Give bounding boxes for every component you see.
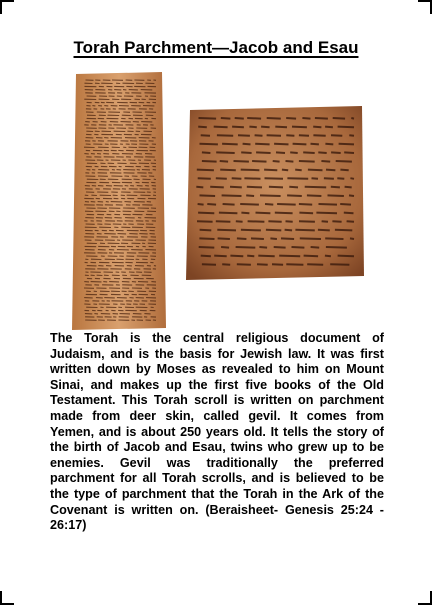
script-stroke [339,144,354,145]
script-stroke [260,195,281,196]
script-stroke [241,170,260,171]
script-stroke [222,195,242,196]
script-stroke [257,264,268,265]
script-stroke [243,144,251,145]
script-stroke [210,187,224,188]
script-stroke [201,135,210,136]
script-stroke [223,204,235,205]
script-stroke [292,127,307,128]
script-stroke [286,221,293,222]
script-stroke [307,195,322,196]
script-stroke [302,118,310,119]
script-stroke [333,118,345,119]
script-stroke [349,195,354,196]
script-stroke [241,213,249,214]
script-stroke [340,170,348,171]
script-stroke [264,170,277,171]
script-stroke [350,238,354,239]
script-stroke [221,247,229,248]
script-stroke [331,135,342,136]
script-stroke [238,135,250,136]
script-stroke [199,238,214,239]
script-stroke [255,135,263,136]
script-stroke [274,144,288,145]
script-stroke [319,204,338,205]
script-stroke [299,135,309,136]
script-stroke [217,230,236,231]
script-stroke [252,161,266,162]
script-stroke [275,213,293,214]
script-stroke [230,256,243,257]
script-stroke [256,152,271,153]
script-stroke [259,247,267,248]
script-stroke [286,118,296,119]
script-stroke [332,221,341,222]
script-stroke [287,195,302,196]
script-stroke [295,170,302,171]
script-stroke [248,221,265,222]
script-stroke [214,127,228,128]
script-stroke [282,170,288,171]
script-stroke [240,204,259,205]
script-stroke [321,161,330,162]
script-stroke [241,152,251,153]
script-stroke [299,204,312,205]
crop-mark-top-left [0,0,2,14]
script-stroke [273,161,280,162]
script-stroke [198,178,211,179]
script-stroke [258,256,274,257]
script-stroke [277,204,296,205]
script-stroke [331,187,340,188]
script-stroke [241,230,261,231]
script-stroke [289,187,298,188]
script-stroke [235,118,244,119]
script-stroke [325,256,331,257]
script-stroke [207,204,216,205]
script-stroke [328,195,344,196]
page-title [0,38,432,58]
script-stroke [318,230,330,231]
script-stroke [199,247,215,248]
script-stroke [318,152,326,153]
script-stroke [338,127,354,128]
script-stroke [345,187,352,188]
script-stroke [347,221,354,222]
script-stroke [335,230,352,231]
script-stroke [247,256,254,257]
script-stroke [222,144,238,145]
script-stroke [272,264,283,265]
script-stroke [313,127,321,128]
script-stroke [230,187,242,188]
script-stroke [312,178,319,179]
script-stroke [246,195,254,196]
script-stroke [344,152,354,153]
script-stroke [216,221,231,222]
script-stroke [198,127,207,128]
script-stroke [325,238,343,239]
wide-scroll-photo [186,106,364,280]
script-stroke [322,221,328,222]
script-stroke [249,127,256,128]
script-stroke [311,144,319,145]
script-stroke [236,247,256,248]
script-stroke [299,221,315,222]
script-stroke [265,178,284,179]
script-stroke [293,144,307,145]
script-stroke [237,238,247,239]
script-stroke [256,213,271,214]
script-stroke [266,230,281,231]
script-stroke [268,221,281,222]
script-stroke [198,213,214,214]
script-stroke [344,213,354,214]
script-stroke [221,118,231,119]
script-stroke [275,127,287,128]
script-stroke [267,118,281,119]
script-stroke [222,264,230,265]
script-stroke [269,187,283,188]
script-stroke [351,118,354,119]
script-stroke [251,238,264,239]
script-stroke [313,135,325,136]
script-stroke [286,135,294,136]
script-stroke [247,187,262,188]
script-stroke [316,213,337,214]
script-stroke [196,187,203,188]
script-stroke [214,256,227,257]
tall-scroll-photo [70,72,168,330]
script-stroke [326,170,335,171]
script-stroke [311,247,320,248]
script-stroke [307,264,323,265]
script-stroke [304,256,319,257]
script-stroke [197,170,214,171]
script-stroke [295,230,314,231]
script-stroke [198,204,204,205]
script-stroke [217,135,233,136]
script-stroke [300,238,321,239]
script-stroke [267,135,281,136]
script-stroke [325,144,333,145]
script-stroke [330,264,349,265]
script-stroke [279,256,300,257]
script-stroke [303,152,315,153]
script-stroke [285,230,293,231]
script-stroke [337,178,344,179]
script-stroke [202,161,217,162]
script-stroke [299,161,315,162]
script-stroke [276,152,285,153]
script-stroke [244,178,260,179]
script-stroke [197,221,213,222]
script-stroke [308,170,323,171]
script-stroke [299,213,313,214]
script-stroke [220,170,236,171]
script-stroke [287,178,308,179]
script-stroke [202,264,216,265]
page-title-text: Torah Parchment—Jacob and Esau [73,38,359,57]
script-stroke [338,256,354,257]
script-stroke [199,118,217,119]
crop-mark-top-left [0,0,14,2]
script-stroke [305,187,327,188]
script-stroke [281,238,294,239]
script-stroke [216,178,227,179]
script-stroke [326,247,347,248]
script-stroke [202,152,211,153]
script-stroke [219,213,238,214]
script-stroke [261,127,270,128]
script-stroke [286,264,303,265]
script-stroke [255,144,269,145]
script-stroke [331,152,341,153]
script-stroke [237,264,251,265]
script-stroke [220,161,228,162]
script-stroke [265,204,273,205]
script-stroke [325,127,333,128]
script-stroke [290,152,298,153]
script-stroke [216,152,235,153]
script-stroke [350,178,354,179]
script-stroke [292,247,305,248]
script-stroke [201,256,211,257]
script-stroke [200,144,218,145]
crop-mark-bottom-left [0,591,2,605]
script-stroke [340,204,351,205]
description-paragraph: The Torah is the central religious document of Judaism, and is the basis for Jewish law. It was first written down by Moses as revealed to him on Mount Sinai, and makes up the first five books of the Old Testament. This Torah scroll is written on parchment made from deer skin, called gevil. It comes from Yemen, and is about 250 years old. It tells the story of the birth of Jacob and Esau, twins who grew up to be enemies. Gevil was traditionally the preferred parchment for all Torah scrolls, and is believed to be the type of parchment that the Torah in the Ark of the Covenant is written on. (Beraisheet- Genesis 25:24 - 26:17) [50,331,384,533]
script-stroke [336,161,352,162]
script-stroke [274,247,286,248]
script-stroke [286,161,294,162]
script-stroke [232,178,242,179]
script-stroke [234,161,249,162]
script-stroke [218,238,230,239]
script-stroke [200,195,216,196]
script-stroke [236,221,243,222]
script-stroke [270,238,277,239]
script-stroke [247,118,261,119]
script-stroke [200,230,212,231]
script-stroke [315,118,328,119]
script-stroke [349,135,354,136]
script-stroke [324,178,334,179]
script-stroke [232,127,244,128]
